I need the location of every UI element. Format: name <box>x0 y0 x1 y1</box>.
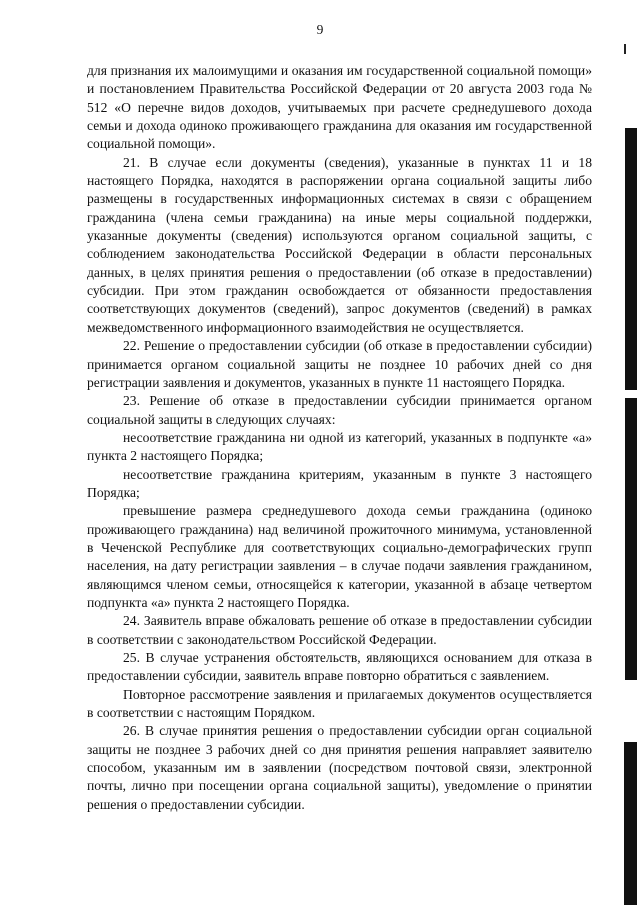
paragraph-25-repeat: Повторное рассмотрение заявления и прилагаемых документов осуществляется в соответствии с настоящим Порядком. <box>87 686 592 721</box>
scan-mark-top <box>624 44 626 54</box>
scan-bar-upper <box>625 128 637 390</box>
paragraph-23-case-1: несоответствие гражданина ни одной из категорий, указанных в подпункте «а» пункта 2 настоящего Порядка; <box>87 429 592 464</box>
page-number: 9 <box>316 22 324 37</box>
paragraph-25: 25. В случае устранения обстоятельств, являющихся основанием для отказа в предоставлении субсидии, заявитель вправе повторно обратиться с заявлением. <box>87 650 592 684</box>
scan-bar-lower <box>624 742 637 905</box>
paragraph-continuation: для признания их малоимущими и оказания им государственной социальной помощи» и постановлением Правительства Российской Федерации от 20 августа 2003 года № 512 «О перечне видов доходов, учитываемых при расчете среднедушевого дохода семьи и дохода одиноко проживающего гражданина для оказания им государственной социальной помощи». <box>87 63 592 152</box>
paragraph-22: 22. Решение о предоставлении субсидии (об отказе в предоставлении субсидии) принимается органом социальной защиты не позднее 10 рабочих дней со дня регистрации заявления и документов, указанных в пункте 11 настоящего Порядка. <box>87 338 592 390</box>
paragraph-23-case-2: несоответствие гражданина критериям, указанным в пункте 3 настоящего Порядка; <box>87 466 592 500</box>
paragraph-23: 23. Решение об отказе в предоставлении субсидии принимается органом социальной защиты в следующих случаях: <box>87 393 592 427</box>
paragraph-24: 24. Заявитель вправе обжаловать решение об отказе в предоставлении субсидии в соответствии с законодательством Российской Федерации. <box>87 613 592 647</box>
paragraph-26: 26. В случае принятия решения о предоставлении субсидии орган социальной защиты не позднее 3 рабочих дней со дня принятия решения направляет заявителю способом, указанным им в заявлении (посредством почтовой связи, электронной почты, лично при посещении органа социальной защиты), уведомление о принятии решения о предоставлении субсидии. <box>87 723 592 812</box>
paragraph-23-case-3: превышение размера среднедушевого дохода семьи гражданина (одиноко проживающего гражданина) над величиной прожиточного минимума, установленной в Чеченской Республике для соответствующих социально-демографических групп населения, на дату регистрации заявления – в случае подачи заявления гражданином, являющимся членом семьи, относящейся к категории, указанной в абзаце четвертом подпункта «а» пункта 2 настоящего Порядка. <box>87 503 592 610</box>
paragraph-21: 21. В случае если документы (сведения), указанные в пунктах 11 и 18 настоящего Порядка, находятся в распоряжении органа социальной защиты либо размещены в государственных информационных системах в связи с обращением гражданина (члена семьи гражданина) на иные меры социальной поддержки, указанные документы (сведения) используются органом социальной защиты, с соблюдением законодательства Российской Федерации в области персональных данных, в целях принятия решения о предоставлении (об отказе в предоставлении) субсидии. При этом гражданин освобождается от обязанности предоставления соответствующих документов (сведений), запрос документов (сведений) в рамках межведомственного информационного взаимодействия не осуществляется. <box>87 154 592 335</box>
scan-bar-middle <box>625 398 637 680</box>
document-body <box>87 62 592 814</box>
